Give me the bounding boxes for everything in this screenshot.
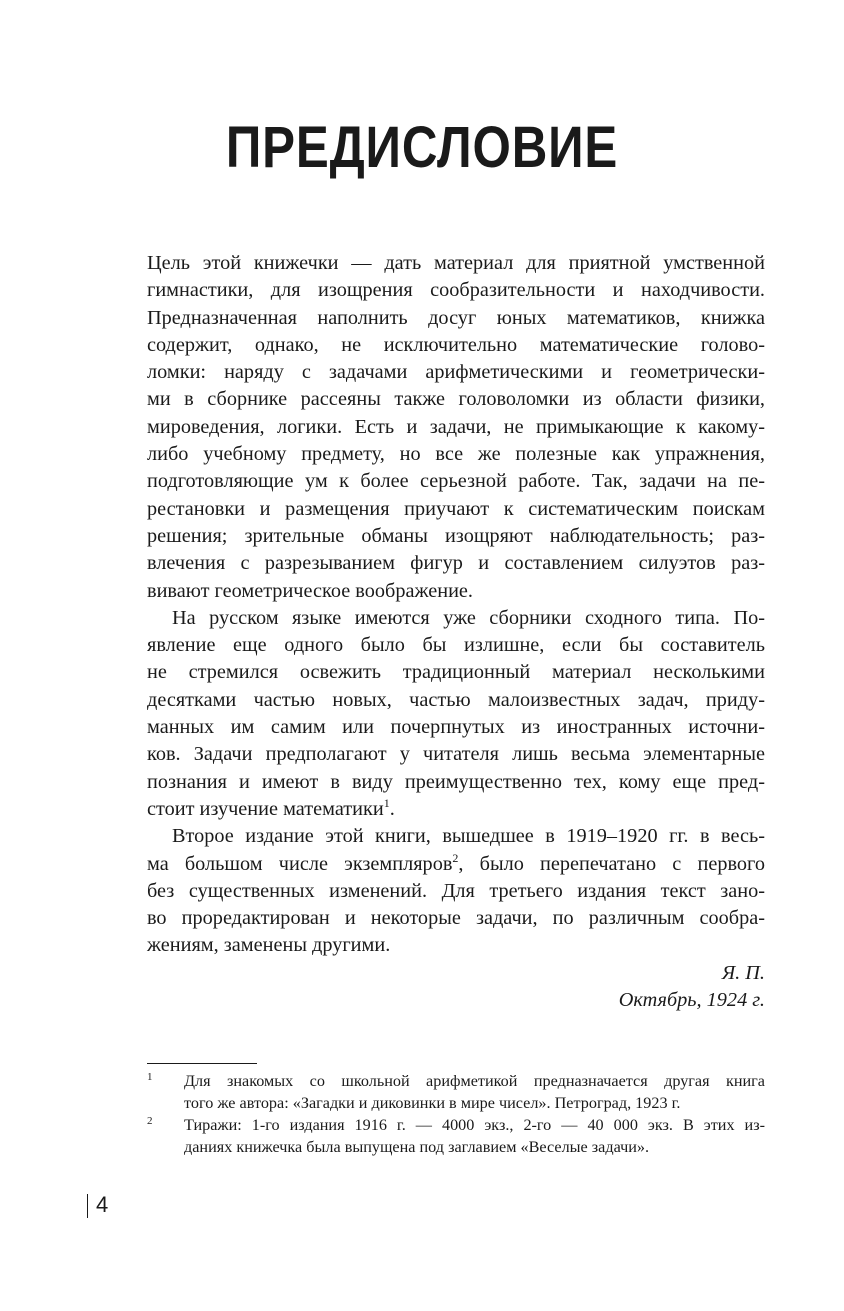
- paragraph-3-line: Второе издание этой книги, вышедшее в 1919–1920 гг. в весь-: [172, 825, 765, 848]
- paragraph-1-line: Цель этой книжечки — дать материал для приятной умственной: [147, 252, 765, 274]
- paragraph-3-line-text: , было перепечатано с первого: [458, 852, 765, 875]
- signature-date: Октябрь, 1924 г.: [618, 989, 765, 1012]
- page-number-bar: [87, 1194, 88, 1218]
- paragraph-1-line: гимнастики, для изощрения сообразительности и находчивости.: [147, 279, 765, 302]
- paragraph-2-last-line: [147, 796, 765, 823]
- paragraph-2-line: На русском языке имеются уже сборники сходного типа. По-: [172, 606, 765, 629]
- paragraph-3-line: жениям, заменены другими.: [147, 934, 391, 957]
- paragraph-2-line: познания и имеют в виду преимущественно тех, кому еще пред-: [147, 770, 765, 793]
- paragraph-1-line: мироведения, логики. Есть и задачи, не примыкающие к какому-: [147, 415, 765, 438]
- paragraph-1-line: решения; зрительные обманы изощряют наблюдательность; раз-: [147, 524, 765, 547]
- paragraph-3-line: без существенных изменений. Для третьего издания текст зано-: [147, 879, 765, 902]
- footnote-1: 1 Для знакомых со школьной арифметикой предназначается другая книга: [147, 1070, 765, 1090]
- preface-body: [147, 250, 765, 1014]
- paragraph-1-line: влечения с разрезыванием фигур и составлением силуэтов раз-: [147, 552, 765, 575]
- signature-initials: Я. П.: [721, 961, 765, 984]
- paragraph-3-line-with-ref: [147, 851, 765, 878]
- paragraph-3-line-text: ма большом числе экземпляров: [147, 852, 453, 875]
- footnote-ref-1[interactable]: 1: [383, 796, 390, 811]
- paragraph-2-line: ков. Задачи предполагают у читателя лишь весьма элементарные: [147, 743, 765, 766]
- page-number: 4: [96, 1192, 109, 1217]
- paragraph-1-line: рестановки и размещения приучают к систематическим поискам: [147, 497, 765, 520]
- paragraph-1-line: содержит, однако, не исключительно математические голово-: [147, 333, 765, 356]
- paragraph-2-line-text: стоит изучение математики: [147, 797, 384, 820]
- footnotes: [147, 1070, 765, 1158]
- paragraph-1-line: подготовляющие ум к более серьезной работе. Так, задачи на пе-: [147, 470, 765, 493]
- paragraph-3-line: во проредактирован и некоторые задачи, по различным сообра-: [147, 907, 765, 930]
- paragraph-1-line: ломки: наряду с задачами арифметическими и геометрически-: [147, 361, 765, 384]
- paragraph-2-line: манных им самим или почерпнутых из иностранных источни-: [147, 716, 765, 739]
- paragraph-1-line: вивают геометрическое воображение.: [147, 579, 474, 602]
- page-title: ПРЕДИСЛОВИЕ: [225, 115, 619, 180]
- footnote-1-continuation: того же автора: «Загадки и диковинки в мире чисел». Петроград, 1923 г.: [184, 1094, 681, 1112]
- footnote-1-text: Для знакомых со школьной арифметикой предназначается другая книга: [184, 1072, 765, 1090]
- paragraph-1-line: ми в сборнике рассеяны также головоломки из области физики,: [147, 388, 765, 411]
- footnote-divider: [147, 1063, 257, 1064]
- paragraph-2-line: явление еще одного было бы излишне, если бы составитель: [147, 634, 765, 657]
- footnote-2-text: Тиражи: 1-го издания 1916 г. — 4000 экз., 2-го — 40 000 экз. В этих из-: [184, 1116, 765, 1134]
- footnote-2: 2 Тиражи: 1-го издания 1916 г. — 4000 экз., 2-го — 40 000 экз. В этих из-: [147, 1114, 765, 1134]
- paragraph-1-line: либо учебному предмету, но все же полезные как упражнения,: [147, 443, 765, 466]
- paragraph-2-line: десятками частью новых, частью малоизвестных задач, приду-: [147, 688, 765, 711]
- footnote-ref-2[interactable]: 2: [452, 850, 459, 865]
- footnote-2-continuation: даниях книжечка была выпущена под заглавием «Веселые задачи».: [184, 1138, 650, 1156]
- paragraph-1-line: Предназначенная наполнить досуг юных математиков, книжка: [147, 306, 765, 329]
- paragraph-2-end-punct: .: [389, 797, 395, 820]
- paragraph-2-line: не стремился освежить традиционный материал несколькими: [147, 661, 765, 684]
